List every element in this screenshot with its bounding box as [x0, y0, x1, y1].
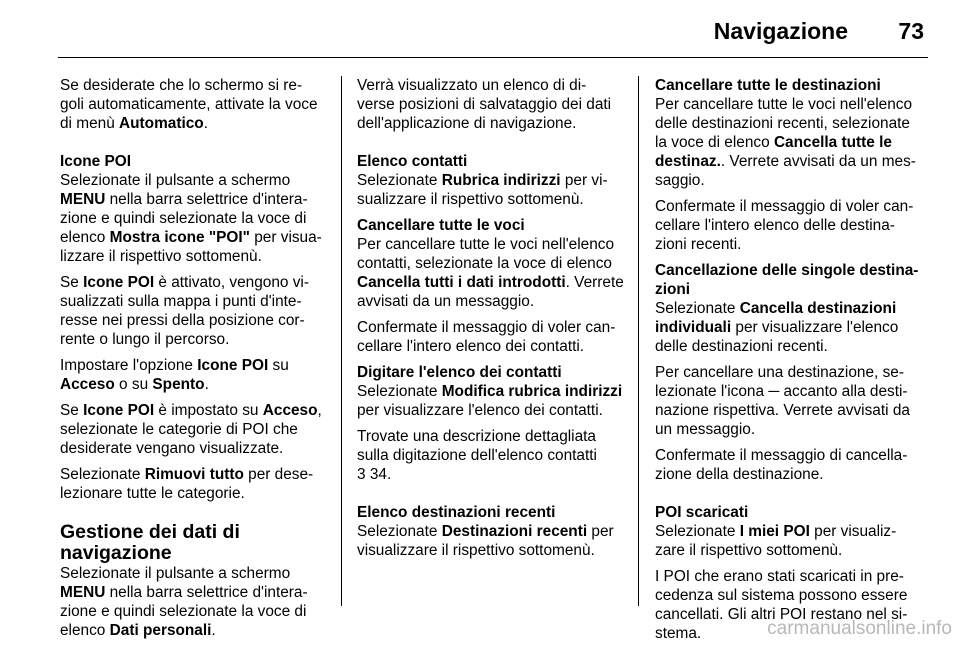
paragraph-icone-poi-active: [60, 273, 328, 349]
text: nella barra selettrice d'intera- zione e quindi selezionate la voce di elenco: [60, 191, 308, 246]
menu-term: MENU: [60, 191, 106, 208]
column-3: [655, 76, 925, 650]
menu-term: I miei POI: [739, 523, 810, 540]
text: su: [272, 357, 289, 374]
paragraph-cancellare-destinazioni: [655, 95, 925, 190]
text: , selezionate le categorie di POI che desiderate vengano visualizzate.: [60, 402, 322, 457]
page-header: [0, 0, 960, 60]
text: accanto alla desti- nazione rispettiva. Verrete avvisati da un messaggio.: [655, 383, 910, 438]
text: Impostare l'opzione: [60, 357, 198, 374]
heading-destinazioni-recenti: Elenco destinazioni recenti: [357, 504, 556, 521]
paragraph-conferma-destinazioni: Confermate il messaggio di voler can- cellare l'intero elenco delle destina- zioni recenti.: [655, 198, 914, 253]
paragraph-destinazioni-recenti: [357, 522, 625, 560]
paragraph-icone-poi-option: [60, 356, 328, 394]
minus-icon: ─: [768, 383, 780, 400]
text: è impostato su: [154, 402, 263, 419]
paragraph-icone-poi-select: [60, 171, 328, 266]
text: Selezionate: [357, 383, 442, 400]
menu-term: Cancella tutte le destinaz.: [655, 134, 892, 170]
column-2: [357, 76, 625, 567]
paragraph-auto-adjust: [60, 76, 328, 133]
paragraph-rubrica: [357, 171, 625, 209]
text: per vi- sualizzare il rispettivo sottomenù.: [357, 172, 608, 208]
menu-term: Icone POI: [83, 402, 155, 419]
menu-term: Modifica rubrica indirizzi: [441, 383, 623, 400]
text: Se desiderate che lo schermo si re- goli automaticamente, attivate la voce di menù: [60, 77, 318, 132]
paragraph-description-ref: [357, 427, 625, 484]
watermark: carmanualsonline.info: [767, 618, 952, 639]
menu-term: Icone POI: [83, 274, 155, 291]
text: Se: [60, 402, 84, 419]
text: 34.: [365, 466, 392, 483]
text: Se: [60, 274, 84, 291]
page-number: 73: [898, 18, 924, 44]
paragraph-storage-list: Verrà visualizzato un elenco di di- verse posizioni di salvataggio dei dati dell'applicazione di navigazione.: [357, 77, 612, 132]
menu-term: Mostra icone "POI": [109, 229, 250, 246]
menu-term: Acceso: [60, 376, 115, 393]
heading-digitare-elenco: Digitare l'elenco dei contatti: [357, 364, 562, 381]
text: Selezionate il pulsante a schermo: [60, 172, 291, 189]
menu-term: Spento: [152, 376, 205, 393]
paragraph-remove-all: [60, 465, 328, 503]
menu-term: Icone POI: [197, 357, 269, 374]
text: nella barra selettrice d'intera- zione e quindi selezionate la voce di elenco: [60, 584, 308, 639]
text: Per cancellare tutte le voci nell'elenco contatti, selezionate la voce di elenco: [357, 236, 615, 272]
menu-term: Cancella tutti i dati introdotti: [357, 274, 566, 291]
text: .: [203, 115, 208, 132]
text: o su: [114, 376, 153, 393]
menu-term: Rubrica indirizzi: [441, 172, 561, 189]
text: Selezionate: [357, 172, 442, 189]
text: .: [211, 622, 216, 639]
heading-cancellare-destinazioni: Cancellare tutte le destinazioni: [655, 77, 881, 94]
text: per visualizzare l'elenco dei contatti.: [357, 402, 603, 419]
text: per visualizzare l'elenco delle destinazioni recenti.: [655, 319, 899, 355]
text: . Verrete avvisati da un messaggio.: [357, 274, 624, 310]
text: .: [204, 376, 209, 393]
text: Selezionate: [357, 523, 442, 540]
menu-term: Acceso: [262, 402, 318, 419]
text: per visualizzare il rispettivo sottomenù.: [357, 523, 614, 559]
paragraph-poi-cancellati: I POI che erano stati scaricati in pre- cedenza sul sistema possono essere cancellati. Gli altri POI restano nel si- stema.: [655, 568, 908, 642]
heading-poi-scaricati: POI scaricati: [655, 504, 749, 521]
paragraph-destinazioni-individuali: [655, 299, 925, 356]
text: Per cancellare una destinazione, se- lezionate l'icona: [655, 364, 904, 400]
heading-gestione-dati: Gestione dei dati di navigazione: [60, 521, 240, 564]
column-divider-2: [638, 76, 639, 606]
menu-term: Rimuovi tutto: [144, 466, 244, 483]
text: Selezionate il pulsante a schermo: [60, 565, 291, 582]
menu-term: Cancella destinazioni individuali: [655, 300, 897, 336]
paragraph-modifica-rubrica: [357, 382, 625, 420]
text: Selezionate: [655, 300, 740, 317]
menu-term: Dati personali: [109, 622, 212, 639]
heading-icone-poi: Icone POI: [60, 153, 131, 170]
header-rule: [58, 57, 928, 58]
paragraph-conferma-cancellazione: Confermate il messaggio di cancella- zione della destinazione.: [655, 447, 908, 483]
text: per dese- lezionare tutte le categorie.: [60, 466, 314, 502]
text: è attivato, vengono vi- sualizzati sulla mappa i punti d'inte- resse nei pressi della posizione cor- rente o lungo il percorso.: [60, 274, 309, 348]
text: Selezionate: [655, 523, 740, 540]
text: . Verrete avvisati da un mes- saggio.: [655, 153, 916, 189]
paragraph-gestione-dati: [60, 564, 328, 640]
text: Per cancellare tutte le voci nell'elenco delle destinazioni recenti, selezionate la voce di elenco: [655, 96, 913, 151]
paragraph-conferma-contatti: Confermate il messaggio di voler can- cellare l'intero elenco dei contatti.: [357, 319, 616, 355]
text: Trovate una descrizione dettagliata sulla digitazione dell'elenco contatti: [357, 428, 597, 464]
text: Selezionate: [60, 466, 145, 483]
heading-elenco-contatti: Elenco contatti: [357, 153, 468, 170]
page-reference-icon: 3: [357, 466, 366, 483]
heading-cancellazione-singole: Cancellazione delle singole destina- zioni: [655, 262, 919, 298]
column-1: [60, 76, 328, 647]
menu-term: MENU: [60, 584, 106, 601]
text: per visua- lizzare il rispettivo sottomenù.: [60, 229, 322, 265]
paragraph-cancellare-voci: [357, 235, 625, 311]
menu-term: Destinazioni recenti: [441, 523, 588, 540]
paragraph-cancellare-destinazione: [655, 363, 925, 439]
menu-term: Automatico: [119, 115, 204, 132]
column-divider-1: [341, 76, 342, 606]
chapter-title: Navigazione: [713, 18, 848, 44]
heading-cancellare-voci: Cancellare tutte le voci: [357, 217, 525, 234]
paragraph-miei-poi: [655, 522, 925, 560]
text: per visualiz- zare il rispettivo sottomenù.: [655, 523, 897, 559]
paragraph-icone-poi-categories: [60, 401, 328, 458]
